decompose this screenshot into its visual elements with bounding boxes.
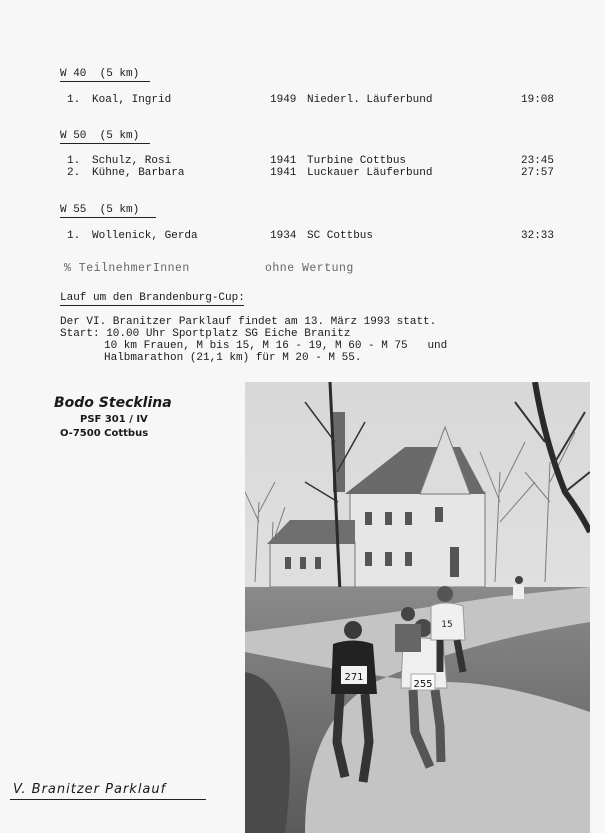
- race-photo: [245, 382, 590, 833]
- finish-time: 23:45: [521, 155, 555, 167]
- birth-year: 1949: [270, 94, 297, 106]
- birth-year: 1941: [270, 155, 297, 167]
- announcement-line: 10 km Frauen, M bis 15, M 16 - 19, M 60 - M 75 und: [104, 340, 448, 352]
- stamp-line: O-7500 Cottbus: [60, 428, 149, 439]
- photo-caption: V. Branitzer Parklauf: [13, 782, 167, 797]
- bib-number: 271: [344, 672, 364, 683]
- bib-number: 255: [413, 679, 433, 690]
- club: Turbine Cottbus: [307, 155, 407, 167]
- category-heading: W 40 (5 km): [60, 68, 140, 80]
- rank: 1.: [67, 94, 81, 106]
- birth-year: 1941: [270, 167, 297, 179]
- category-heading: W 55 (5 km): [60, 204, 140, 216]
- announcement-line: Halbmarathon (21,1 km) für M 20 - M 55.: [104, 352, 362, 364]
- underline: [10, 799, 206, 800]
- finish-time: 32:33: [521, 230, 555, 242]
- club: Niederl. Läuferbund: [307, 94, 433, 106]
- birth-year: 1934: [270, 230, 297, 242]
- runner-name: Kühne, Barbara: [92, 167, 185, 179]
- underline: [60, 81, 150, 82]
- cup-heading: Lauf um den Brandenburg-Cup:: [60, 292, 245, 304]
- category-heading: W 50 (5 km): [60, 130, 140, 142]
- finish-time: 19:08: [521, 94, 555, 106]
- underline: [60, 217, 156, 218]
- bib-number: 15: [441, 620, 453, 630]
- runner-name: Koal, Ingrid: [92, 94, 172, 106]
- announcement-line: Start: 10.00 Uhr Sportplatz SG Eiche Branitz: [60, 328, 351, 340]
- photo-graphic: [245, 382, 590, 833]
- participants-note: % TeilnehmerInnen: [64, 262, 190, 275]
- runner-name: Wollenick, Gerda: [92, 230, 198, 242]
- announcement-line: Der VI. Branitzer Parklauf findet am 13. März 1993 statt.: [60, 316, 437, 328]
- no-ranking-note: ohne Wertung: [265, 262, 354, 275]
- rank: 1.: [67, 230, 81, 242]
- runner-name: Schulz, Rosi: [92, 155, 172, 167]
- rank: 2.: [67, 167, 81, 179]
- finish-time: 27:57: [521, 167, 555, 179]
- club: SC Cottbus: [307, 230, 374, 242]
- club: Luckauer Läuferbund: [307, 167, 433, 179]
- underline: [60, 143, 150, 144]
- stamp-name: Bodo Stecklina: [54, 395, 172, 411]
- rank: 1.: [67, 155, 81, 167]
- stamp-line: PSF 301 / IV: [80, 414, 148, 425]
- underline: [60, 305, 244, 306]
